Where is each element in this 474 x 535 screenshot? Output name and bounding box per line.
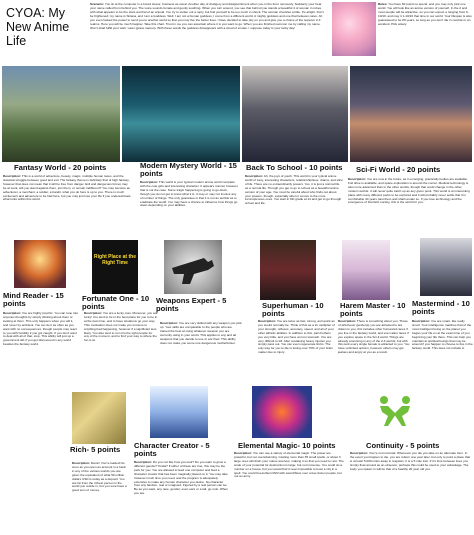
superhuman-title: Superhuman - 10 points bbox=[262, 301, 324, 319]
scifi-world-title: Sci-Fi World - 20 points bbox=[356, 165, 441, 174]
rich-title: Rich- 5 points bbox=[70, 445, 121, 454]
elemental-magic-desc: Description: You can use a variety of elemental magic. The power are powerful, but not overwhelming. Casting more than 35 small spells, or about 3 large ones will drain your mana reserves, making it so that you need to rest. The scale of your potential for destruction is large, but not immense. You could do a number on a house, but you would find it near impossible to level a city in a spell. You could freeze/burn/thrill with sword/blow over a few dozen people, but not an army. bbox=[234, 451, 344, 479]
character-creator-image bbox=[150, 386, 208, 438]
scifi-world-desc: Description: You are now in the future, as in emerging, practically bodies are available. Full drive is available, and space exploration is around the corner. Medical technology is also more advanced than in the other worlds, though that could change in the other modern worlds. It will never quite catch up as any given point. This world is an interesting place with many different perks to be explored and it will probably never settle that it is comfortable 40 years past them and shall remain so. If you love technology and the emergence of futuristic society, this is the world for you. bbox=[348, 177, 470, 205]
fantasy-world-image bbox=[2, 66, 120, 162]
superhuman-desc: Description: You are twice as fast, strong, and quick as you would normally be. Think of this as a 2x multiplier of your strength, reflexes, accuracy, speed, and all of your other athletic abilities. In addition to this, pain bothers you very little, and you have an iron stomach. You are very difficult to kill. After sustaining heavy injuries you simply pass out. You can even regenerate limbs. The only way for you to die is losing over 70% of your brain matter due to injury. bbox=[258, 319, 335, 355]
rules-text bbox=[378, 2, 472, 26]
elemental-magic-title: Elemental Magic- 10 points bbox=[238, 441, 336, 450]
handshake-icon bbox=[376, 392, 414, 430]
mind-reader-image bbox=[14, 240, 66, 288]
mystery-world-image bbox=[122, 66, 240, 162]
mastermind-desc: Description: You are smart, like really smart. Your intelligence matches that of the most intelligent being on the planet you began your life on at the exact time of you beginning your life there. This can help you maintain at spiritual beings that may be around if you happen to choose to live in the fantasy world. This does not include A. bbox=[412, 319, 473, 351]
fantasy-world-desc: Description: This is a world of adventure, beauty, magic, multiple human races, and the classical struggle between good and evil. The fantasy theme is definitely that of high fantasy, however that does not mean that it will be free from danger. Evil and dangerous forces may be at work, will you stand against them, join them, or remain indifferent? You may become an adventurer, a merchant, a soldier, a bandit, what you do here is up to you. There is much excitement and adventure to be had here, but you may just lose your life if you underestimate what lurks within this world. bbox=[3, 174, 131, 202]
continuity-title: Continuity - 5 points bbox=[366, 441, 440, 450]
continuity-image bbox=[370, 386, 420, 436]
mastermind-image bbox=[420, 238, 472, 296]
mastermind-title: Mastermind - 10 points bbox=[412, 299, 470, 317]
mystery-world-desc: Description: This world is your typical modern anime world complete with the cute girls and interesting character. It appears normal, however that is not the case. Some tragic happening is going to go down, though you do not get to know what it is. It may or may not involve any of number of things. The only guarantee is that it is not an terrible as to eradicate the world. You may have a chance to influence how things go down depending on your abilities. bbox=[140, 180, 238, 208]
harem-master-image bbox=[342, 240, 390, 300]
fortune-image-caption: Right Place at the Right Time bbox=[94, 254, 136, 266]
fantasy-world-title: Fantasy World - 20 points bbox=[14, 163, 107, 172]
school-world-desc: Description: Ah, the joys of youth. This world is your typical anime world of zany, interesting characters, relationship/love, drama, and slice of life. There are no extraordinarily powers. Yes, it is just a normal life as a normal life. Though you get to go to school as a beautiful anime version of your age. You must be careful about who finds out about your powers, though, especially when it comes to the more inconspicuous ones. You start in 9th grade at 14 and get to go through school and life. bbox=[245, 174, 343, 206]
elemental-magic-image bbox=[252, 386, 312, 438]
fortunate-one-desc: Description: You are a lucky man. Moreover, you are lucky! You tend to be in the best place for you to be in at the best time, and to have situations go your way. This motivation does not make you immune to anything bad happening, however if a significant less likely. You also tend to run into the right people for any of the moment, and to find your way to where the fun is at. bbox=[84, 311, 158, 343]
fortunate-one-title: Fortunate One - 10 points bbox=[82, 294, 150, 312]
fortunate-one-image bbox=[92, 240, 138, 294]
mind-reader-title: Mind Reader - 15 points bbox=[3, 291, 64, 309]
scenario-text bbox=[90, 2, 328, 30]
page-title: CYOA: My New Anime Life bbox=[6, 6, 70, 48]
mystery-world-title: Modern Mystery World - 15 points bbox=[140, 161, 237, 179]
rules-body: You have 60 points to spend, and you may only pick one world. You will look like an anime version of yourself. In the 2 and most people will be attractive, so you can expect a ranging from 6-10/10, and may it 1-10/10 that time in our world. Your lifespan is also guaranteed to be 80 years, so long as you don't die in combat or an accident. Pick wisely. bbox=[378, 2, 472, 26]
rich-image bbox=[72, 392, 126, 444]
mind-reader-desc: Description: You are highly psychic. You can tune into anyones thoughts by simply thinking about them or looking at them. This only happens when you will it, and never by accident. You too do it as often as you want with no consequences, though people may react to you with hostility if you got caught. If you don't want to deal with all of that, stop. This ability will just up a government lab if you get discovered in any world besides the fantasy world. bbox=[3, 311, 79, 347]
school-world-image bbox=[242, 66, 348, 162]
harem-master-desc: Description: There is something about you. Those of whichever gender(s) you are attracted to are drawn to you, this includes other humanoid races if you live in the fantasy world, and even alien races if you explore space in the Sci-fi world. Things are already promising in any of the 2-4 worlds, but with this perk every single female is attracted to you. You have unlimited options, however others may get jealous and angry at you as a result. bbox=[338, 319, 410, 355]
scenario-body: You sit at the computer in a bored stupor, business as usual. Another day of drudgery and disappointment when you in the furor nervously. Suddenly your bear your name called from behind you. The voice sounds female and gently soothing. When you turn around, you see that behind you stands a beautiful 4 of woman in robes, with what appears to be the stars and hal of an animal. You try to stutter out a reply, but find yourself to be too much in shock. The woman chuckles a little. It's alright. Don't be frightened; my name is Siriana, and I am a Goddess. Well, I am not a human goddess, I come from a different world. A mighty goddess and one that believes naive. Ah you even lacked the power to send you to another world so that you may live the better lives. I have decided to take pity on you and give you a choice of the superior 2-4 realms. Here you will be much happier. Take this chart. Trust in me you can ascertain where it is you want to go. When you are finished summon me by calling my name. Won't shall fulfill your wish. Later (grace names). With these words the goddess dissappears with a cloud of smoke. I suppose today is your lucky day! bbox=[90, 2, 324, 30]
weapons-expert-image bbox=[164, 240, 222, 294]
gun-icon bbox=[164, 240, 222, 294]
character-creator-desc: Description: Do you not like how you look? Do you want to grow a different gender? Kinda? If either of these are true, this may be the perk for you. You are allowed to feed one computer and feed a character creator that has been magically placed on it. You may take however much time you need, and the program is adequately extensive to make any human character you desire. No character from any fandom, real or imagined. Figured by a real person can be. Be as you want, any race, gender, even ears or a tail, go nuts. When you are bbox=[134, 460, 228, 496]
character-creator-title: Character Creator - 5 points bbox=[134, 441, 210, 459]
weapons-expert-desc: Description: You are very skilled with any weapon you pick up. Your skills are comparable to the people who are trained the best at using whatever weapon you are currently using in your world. This applies to any and all weapons that you decide to use or are fired. This ability does not make you some one dangerous motherfucker. bbox=[160, 321, 242, 345]
rich-desc: Description: Damn! You're loaded! As soon as you open an account in a bank in any of the various worlds you are given the equivalent of what 50 million dollars USD is today as a deposit. You are far from the richest person in the world you reside in, but you sure have a good sum of money. bbox=[72, 461, 127, 493]
continuity-desc: Description: You're not immortal. Whenever you die you take on an alternate form. In the event you happen to die, you are reborn one year later, but only to point a place that is at least 5,000 miles away in respawn. It is a 5 mile trek. If it's time between lives you simply float around as an observer, perhaps this could be used to your advantage. The body you spawn in will be that of a healthy 20 year old you. bbox=[350, 451, 471, 471]
superhuman-image bbox=[260, 240, 316, 300]
scenario-label: Scenario: bbox=[90, 2, 105, 6]
scifi-world-image bbox=[350, 66, 472, 162]
goddess-image bbox=[332, 2, 376, 56]
school-world-title: Back To School - 10 points bbox=[246, 163, 343, 172]
rules-label: Rules: bbox=[378, 2, 388, 6]
weapons-expert-title: Weapons Expert - 5 points bbox=[156, 296, 227, 314]
harem-master-title: Harem Master - 10 points bbox=[340, 301, 406, 319]
